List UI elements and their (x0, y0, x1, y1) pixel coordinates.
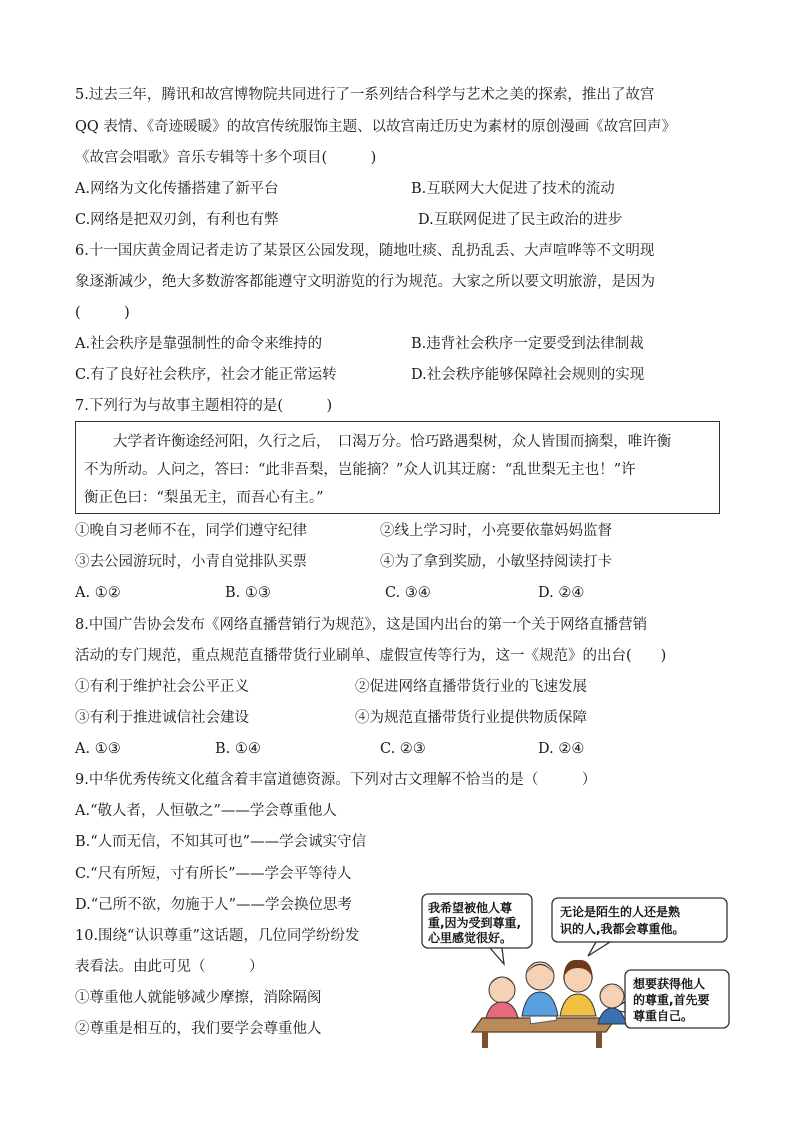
bubble-bottom-line-1: 想要获得他人 (633, 977, 706, 991)
q7-stem: 7.下列行为与故事主题相符的是( ) (75, 398, 333, 414)
q5-line-1: 5.过去三年，腾讯和故宫博物院共同进行了一系列结合科学与艺术之美的探索，推出了故宫 (75, 87, 655, 103)
speech-bubble-bottom (610, 970, 729, 1028)
q8-option-d: D. ②④ (538, 741, 585, 757)
q9-stem: 9.中华优秀传统文化蕴含着丰富道德资源。下列对古文理解不恰当的是（ ） (75, 772, 597, 788)
bubble-bottom-line-2: 的尊重,首先要 (633, 993, 710, 1007)
q6-option-d: D.社会秩序能够保障社会规则的实现 (411, 367, 645, 383)
q7-item-2: ②线上学习时，小亮要依靠妈妈监督 (380, 523, 612, 539)
q5-option-b: B.互联网大大促进了技术的流动 (411, 181, 615, 197)
student-left (486, 977, 518, 1018)
bubble-left-line-1: 我希望被他人尊 (428, 901, 513, 915)
q7-story-line-3: 衡正色曰：“梨虽无主，而吾心有主。” (84, 490, 324, 506)
q5-line-3: 《故宫会唱歌》音乐专辑等十多个项目( ) (75, 150, 377, 166)
q8-line-1: 8.中国广告协会发布《网络直播营销行为规范》，这是国内出台的第一个关于网络直播营销 (75, 617, 648, 633)
bubble-right-line-2: 识的人,我都会尊重他。 (560, 922, 685, 936)
q5-option-d: D.互联网促进了民主政治的进步 (418, 212, 623, 228)
q8-option-b: B. ①④ (215, 741, 261, 757)
q9-option-c: C.“尺有所短，寸有所长”——学会平等待人 (75, 866, 352, 882)
q8-item-3: ③有利于推进诚信社会建设 (75, 710, 249, 726)
q9-option-a: A.“敬人者，人恒敬之”——学会尊重他人 (75, 803, 337, 819)
q6-line-3: ( ) (75, 305, 130, 321)
q8-item-1: ①有利于维护社会公平正义 (75, 679, 249, 695)
bubble-right-line-1: 无论是陌生的人还是熟 (560, 905, 681, 919)
q5-option-c: C.网络是把双刃剑，有利也有弊 (75, 212, 279, 228)
q10-line-1: 10.围绕“认识尊重”这话题，几位同学纷纷发 (75, 928, 360, 944)
q7-option-c: C. ③④ (385, 585, 431, 601)
q6-option-c: C.有了良好社会秩序，社会才能正常运转 (75, 367, 337, 383)
q8-option-a: A. ①③ (75, 741, 121, 757)
q5-option-a: A.网络为文化传播搭建了新平台 (75, 181, 279, 197)
bubble-bottom-line-3: 尊重自己。 (633, 1009, 694, 1023)
q7-story-line-1: 大学者许衡途经河阳，久行之后， 口渴万分。恰巧路遇梨树，众人皆围而摘梨，唯许衡 (84, 434, 672, 450)
q10-line-2: 表看法。由此可见（ ） (75, 959, 264, 975)
bubble-left-line-2: 重,因为受到尊重, (428, 916, 522, 930)
q7-option-a: A. ①② (75, 585, 121, 601)
q8-item-2: ②促进网络直播带货行业的飞速发展 (355, 679, 587, 695)
student-center-right (560, 960, 596, 1016)
bubble-left-line-3: 心里感觉很好。 (428, 931, 513, 945)
q10-item-1: ①尊重他人就能够减少摩擦，消除隔阂 (75, 990, 322, 1006)
q6-option-a: A.社会秩序是靠强制性的命令来维持的 (75, 336, 323, 352)
q9-option-d: D.“己所不欲，勿施于人”——学会换位思考 (75, 897, 353, 913)
q8-option-c: C. ②③ (380, 741, 426, 757)
q10-item-2: ②尊重是相互的，我们要学会尊重他人 (75, 1021, 322, 1037)
speech-bubble-right (552, 898, 727, 956)
q7-story-line-2: 不为所动。人问之，答曰：“此非吾梨，岂能摘？”众人讥其迂腐：“乱世梨无主也！”许 (84, 462, 636, 478)
q8-item-4: ④为规范直播带货行业提供物质保障 (355, 710, 587, 726)
q7-item-1: ①晚自习老师不在，同学们遵守纪律 (75, 523, 307, 539)
q7-item-3: ③去公园游玩时，小青自觉排队买票 (75, 554, 307, 570)
q8-line-2: 活动的专门规范，重点规范直播带货行业刷单、虚假宣传等行为，这一《规范》的出台( ) (75, 648, 667, 664)
q6-option-b: B.违背社会秩序一定要受到法律制裁 (411, 336, 644, 352)
q7-item-4: ④为了拿到奖励，小敏坚持阅读打卡 (380, 554, 612, 570)
q7-story-box (75, 421, 720, 514)
q9-option-b: B.“人而无信，不知其可也”——学会诚实守信 (75, 834, 367, 850)
q6-line-2: 象逐渐减少，绝大多数游客都能遵守文明游览的行为规范。大家之所以要文明旅游，是因为 (75, 274, 655, 290)
q7-option-b: B. ①③ (225, 585, 271, 601)
students-discussion-illustration (420, 890, 732, 1050)
speech-bubble-left (422, 894, 532, 964)
q6-line-1: 6.十一国庆黄金周记者走访了某景区公园发现，随地吐痰、乱扔乱丢、大声喧哗等不文明现 (75, 243, 655, 259)
q7-option-d: D. ②④ (538, 585, 585, 601)
q5-line-2: QQ 表情、《奇迹暖暖》的故宫传统服饰主题、以故宫南迁历史为素材的原创漫画《故宫回声》 (75, 119, 677, 135)
student-center-left (522, 962, 558, 1016)
